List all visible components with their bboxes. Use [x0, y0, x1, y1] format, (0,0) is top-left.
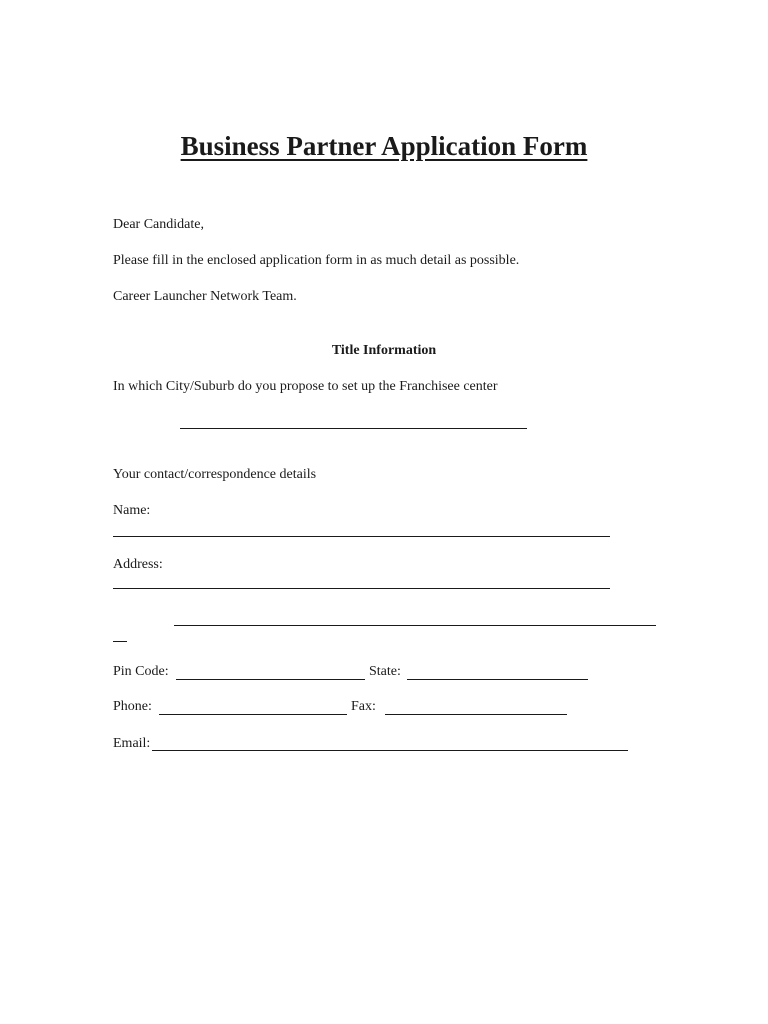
signoff-text: Career Launcher Network Team. [113, 289, 297, 304]
email-input-line[interactable] [152, 750, 628, 751]
city-input-line[interactable] [180, 428, 527, 429]
section-heading: Title Information [331, 343, 437, 358]
state-input-line[interactable] [407, 679, 588, 680]
email-label: Email: [113, 736, 151, 751]
pincode-label: Pin Code: [113, 664, 169, 679]
salutation-text: Dear Candidate, [113, 217, 204, 232]
title-text: Business Partner Application Form [180, 131, 588, 161]
pincode-input-line[interactable] [176, 679, 365, 680]
page-title [0, 128, 768, 164]
contact-intro-text: Your contact/correspondence details [113, 467, 317, 482]
fax-input-line[interactable] [385, 714, 567, 715]
phone-input-line[interactable] [159, 714, 347, 715]
fax-label: Fax: [351, 699, 376, 714]
address-input-line-1[interactable] [113, 588, 610, 589]
address-label: Address: [113, 557, 163, 572]
instruction-text: Please fill in the enclosed application form in as much detail as possible. [113, 253, 520, 268]
phone-label: Phone: [113, 699, 152, 714]
address-input-line-2[interactable] [174, 625, 656, 626]
address-input-line-3[interactable] [113, 641, 127, 642]
city-question-text: In which City/Suburb do you propose to set up the Franchisee center [113, 379, 498, 394]
state-label: State: [369, 664, 401, 679]
name-input-line[interactable] [113, 536, 610, 537]
name-label: Name: [113, 503, 151, 518]
